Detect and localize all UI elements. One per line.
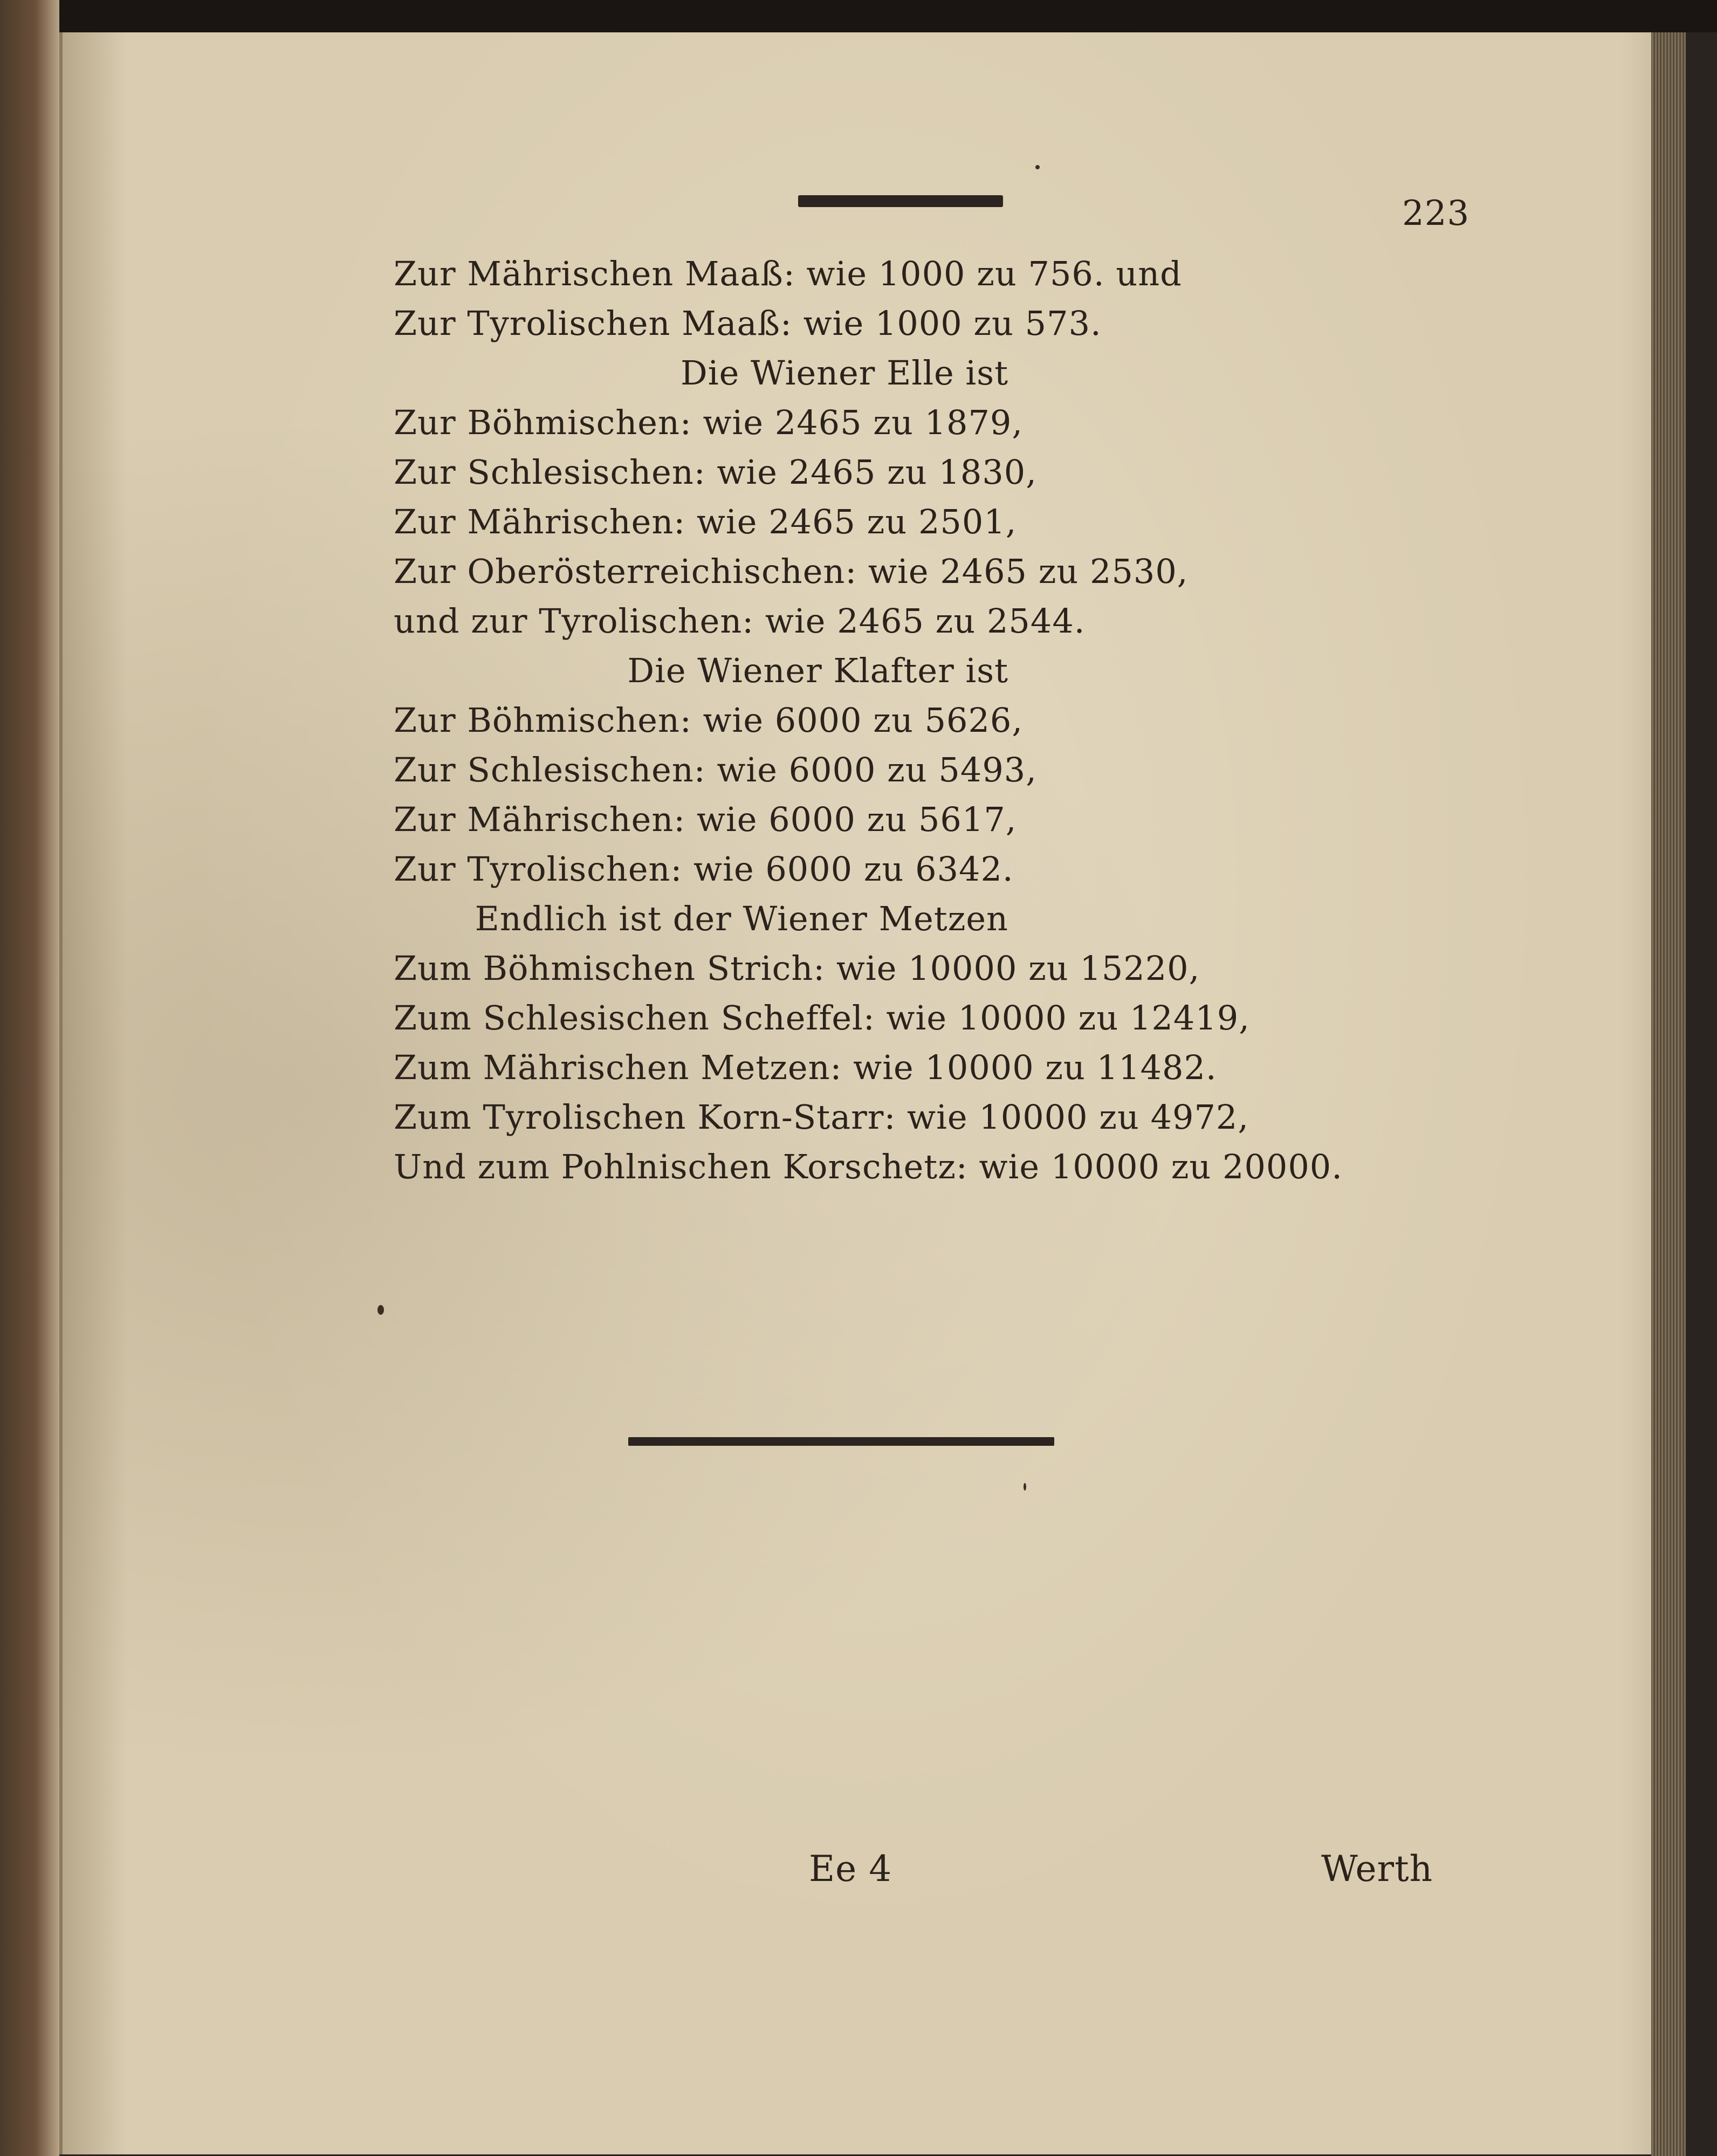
signature-mark: Ee 4 bbox=[809, 1848, 892, 1890]
text-line: Zum Böhmischen Strich: wie 10000 zu 15220, bbox=[394, 949, 1200, 988]
section-heading: Die Wiener Elle ist bbox=[681, 353, 1008, 393]
text-line: Und zum Pohlnischen Korschetz: wie 10000 zu 20000. bbox=[394, 1147, 1343, 1186]
text-line: Zur Tyrolischen Maaß: wie 1000 zu 573. bbox=[394, 304, 1102, 343]
body-text bbox=[394, 249, 1343, 1192]
closing-rule bbox=[628, 1437, 1054, 1446]
page-number: 223 bbox=[1402, 194, 1470, 234]
catchword: Werth bbox=[1321, 1848, 1433, 1890]
text-line: Zur Schlesischen: wie 2465 zu 1830, bbox=[394, 452, 1037, 492]
header-rule bbox=[798, 195, 1003, 207]
text-line: Zur Mährischen Maaß: wie 1000 zu 756. und bbox=[394, 254, 1182, 293]
text-line: Zur Mährischen: wie 2465 zu 2501, bbox=[394, 502, 1017, 541]
text-line: Zur Tyrolischen: wie 6000 zu 6342. bbox=[394, 849, 1014, 889]
text-line: und zur Tyrolischen: wie 2465 zu 2544. bbox=[394, 601, 1086, 641]
text-line: Zur Böhmischen: wie 6000 zu 5626, bbox=[394, 701, 1024, 740]
page-fore-edge bbox=[1651, 32, 1686, 2156]
ink-speck bbox=[1024, 1483, 1026, 1491]
text-line: Zum Tyrolischen Korn-Starr: wie 10000 zu 4972, bbox=[394, 1097, 1249, 1137]
text-line: Zur Schlesischen: wie 6000 zu 5493, bbox=[394, 750, 1037, 789]
text-line: Zum Mährischen Metzen: wie 10000 zu 11482. bbox=[394, 1048, 1217, 1087]
text-line: Zur Böhmischen: wie 2465 zu 1879, bbox=[394, 403, 1024, 442]
section-heading: Die Wiener Klafter ist bbox=[627, 651, 1008, 690]
text-line: Zum Schlesischen Scheffel: wie 10000 zu 12419, bbox=[394, 998, 1250, 1038]
book-spine bbox=[0, 0, 59, 2156]
text-line: Zur Mährischen: wie 6000 zu 5617, bbox=[394, 800, 1017, 839]
text-line: Zur Oberösterreichischen: wie 2465 zu 2530, bbox=[394, 552, 1189, 591]
section-heading: Endlich ist der Wiener Metzen bbox=[475, 899, 1008, 938]
ink-speck bbox=[1035, 165, 1040, 169]
scan-background-top bbox=[0, 0, 1717, 32]
ink-speck bbox=[377, 1305, 384, 1315]
